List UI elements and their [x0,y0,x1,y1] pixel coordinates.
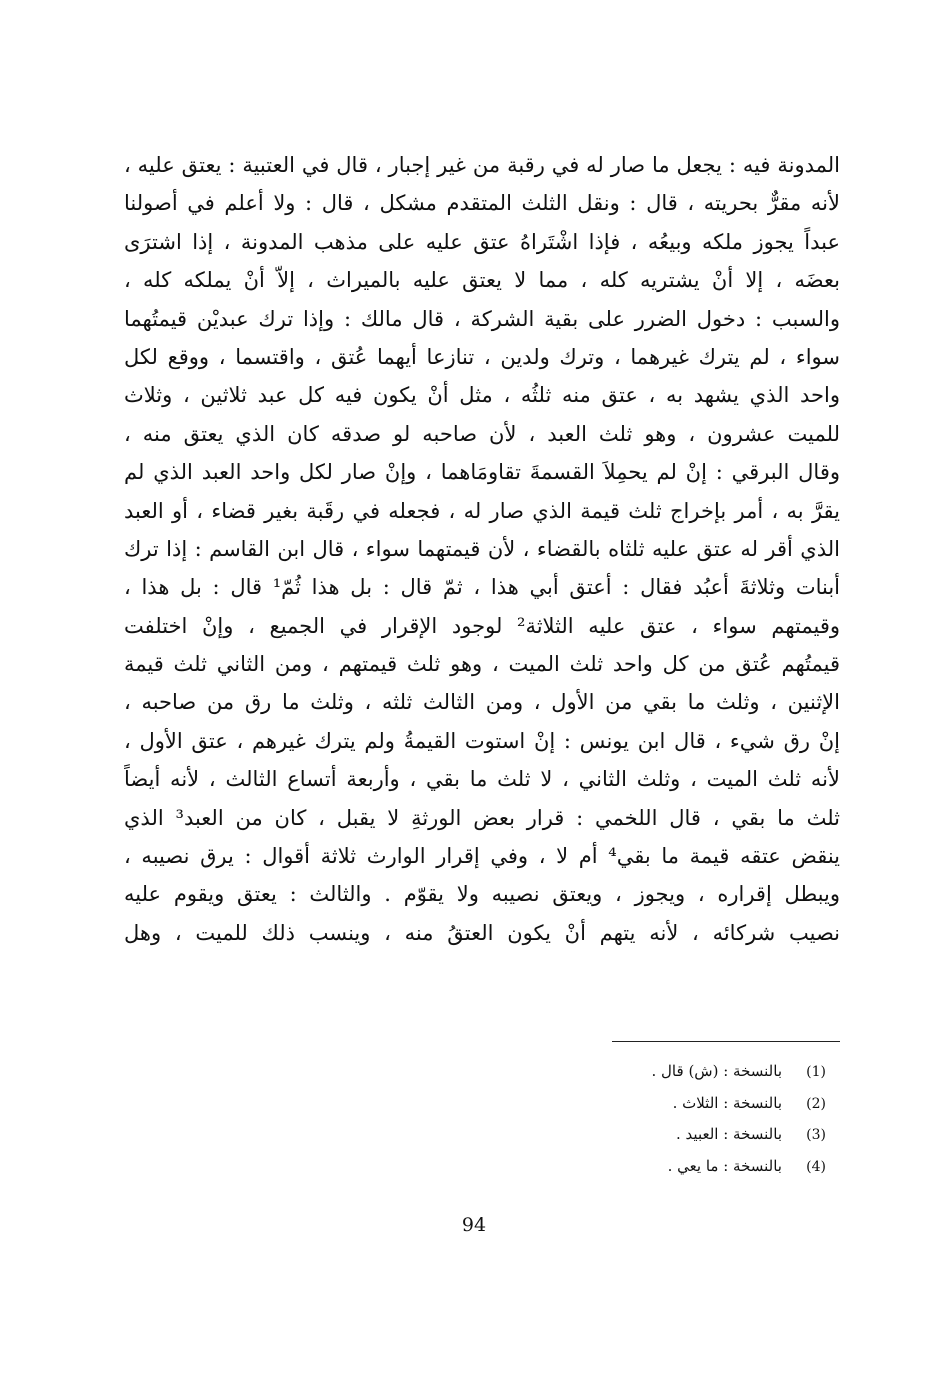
footnotes [652,1056,827,1182]
text-line: ينقض عتقه قيمة ما بقي⁴ أم لا ، وفي إقرار الوارث ثلاثة أقوال : يرق نصيبه ، [124,844,840,869]
text-line: لأنه ثلث الميت ، وثلث الثاني ، لا ثلث ما بقي ، وأربعة أتساع الثالث ، لأنه أيضاً [124,767,840,792]
footnote-text: بالنسخة : الثلاث . [672,1093,782,1112]
page-number: 94 [461,1214,487,1236]
text-line: عبداً يجوز ملكه وبيعُه ، فإذا اشْتَراهُ عتق عليه على مذهب المدونة ، إذا اشترَى [124,229,840,254]
text-line: الذي أقر له عتق عليه ثلثاه بالقضاء ، لأن قيمتهما سواء ، قال ابن القاسم : إذا ترك [124,536,840,561]
text-line: لأنه مقرٌّ بحريته ، قال : ونقل الثلث المتقدم مشكل ، قال : ولا أعلم في أصولنا [124,191,840,216]
footnote-separator [612,1041,840,1042]
text-line: الإثنين ، وثلث ما بقي من الأول ، ومن الثالث ثلثه ، وثلث ما رق من صاحبه ، [124,690,840,715]
footnote-text: بالنسخة : العبيد . [676,1125,782,1143]
text-line: إنْ رق شيء ، قال ابن يونس : إنْ استوت القيمةُ ولم يترك غيرهم ، عتق الأول ، [124,728,840,753]
footnote [652,1088,827,1120]
text-line: للميت عشرون ، وهو ثلث العبد ، لأن صاحبه لو صدقه كان الذي يعتق منه ، [124,421,840,446]
text-line: واحد الذي يشهد به ، عتق منه ثلثُه ، مثل أنْ يكون فيه كل عبد ثلاثين ، وثلاث [124,383,840,408]
text-line: ويبطل إقراره ، ويجوز ، ويعتق نصيبه ولا يقوّم . والثالث : يعتق ويقوم عليه [124,882,840,907]
text-line: أبنات وثلاثةَ أعبُد فقال : أعتق أبي هذا ، ثمّ قال : بل هذا ثُمّ¹ قال : بل هذا ، [124,575,840,600]
footnote-number: (2) [806,1095,826,1112]
text-line: والسبب : دخول الضرر على بقية الشركة ، قال مالك : وإذا ترك عبديْن قيمتُهما [124,306,840,331]
text-line: وقيمتهم سواء ، عتق عليه الثلاثة² لوجود الإقرار في الجميع ، وإنْ اختلفت [124,613,840,638]
text-line: المدونة فيه : يجعل ما صار له في رقبة من غير إجبار ، قال في العتبية : يعتق عليه ، [124,153,840,177]
text-line: بعضَه ، إلا أنْ يشتريه كله ، مما لا يعتق عليه بالميراث ، إلاّ أنْ يملكه كله ، [124,268,840,293]
footnote-text: بالنسخة : (ش) قال . [651,1062,782,1080]
text-line: نصيب شركائه ، لأنه يتهم أنْ يكون العتقُ منه ، وينسب ذلك للميت ، وهل [124,920,840,945]
text-line: يقرَّ به ، أمر بإخراج ثلث قيمة الذي صار له ، فجعله في رقَبة بغير قضاء ، أو العبد [124,498,840,523]
footnote-number: (3) [806,1127,826,1143]
text-line: سواء ، لم يترك غيرهما ، وترك ولدين ، تنازعا أيهما عُتق ، واقتسما ، ووقع لكل [124,344,840,369]
text-line: وقال البرقي : إنْ لم يحمِلاَ القسمةَ تقاومَاهما ، وإنْ صار لكل واحد العبد الذي لم [124,460,840,485]
footnote [652,1056,827,1088]
body-text [124,146,840,952]
footnote-text: بالنسخة : ما يعي . [667,1156,782,1175]
footnote-number: (4) [806,1158,826,1175]
text-line: قيمتُهم عُتق من كل واحد ثلث الميت ، وهو ثلث قيمتهم ، ومن الثاني ثلث قيمة [124,652,840,677]
footnote-number: (1) [806,1064,826,1080]
text-line: ثلث ما بقي ، قال اللخمي : قرار بعض الورثةِ لا يقبل ، كان من العبد³ الذي [124,805,840,830]
footnote [652,1119,827,1151]
footnote [652,1151,827,1183]
